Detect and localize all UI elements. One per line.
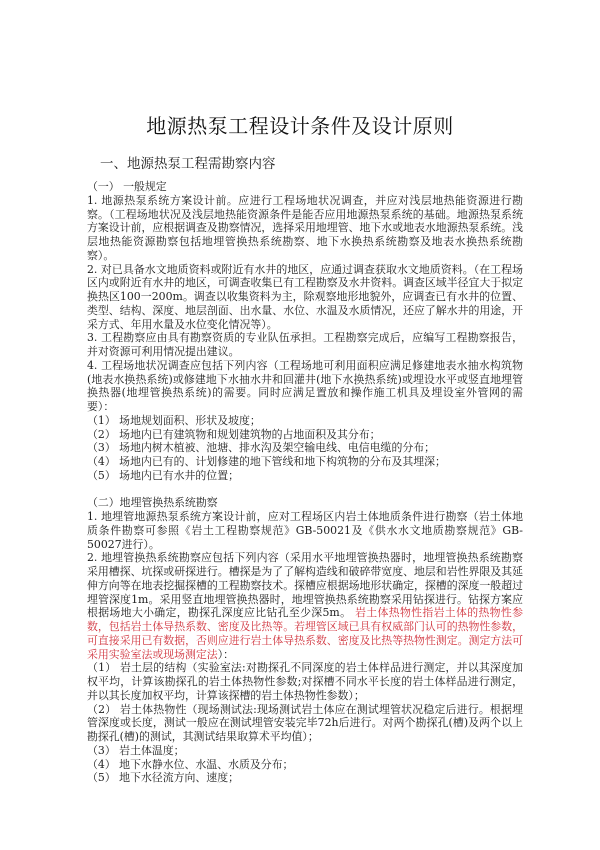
paragraph: 3. 工程勘察应由具有勘察资质的专业队伍承担。工程勘察完成后，应编写工程勘察报告，并对资源可利用情况提出建议。 [87,331,523,358]
list-item: （2） 岩土体热物性（现场测试法:现场测试岩土体应在测试埋管状况稳定后进行。根据埋管深度或长度，测试一般应在测试埋管安装完毕72h后进行。对两个勘探孔(槽)及两个以上勘探孔(槽)的测试，其测试结果取算术平均值）； [87,702,523,743]
subsection-heading-general: （一） 一般规定 [87,180,167,193]
list-item: （5） 场地内已有水井的位置； [87,468,239,482]
text: 2. 地埋管换热系统勘察应包括下列内容（采用水平地埋管换热器时，地埋管换热系统勘察采用槽探、坑探或研探进行。槽探是为了了解构造线和破碎带宽度、地层和岩性界限及其延伸方向等在地表挖掘探槽的工程勘察技术。探槽应根据场地形状确定，探槽的深度一般超过埋管深度1m。采用竖直地埋管换热器时，地埋管换热系统勘察采用钻探进行。钻探方案应根据场地大小确定，勘探孔深度应比钻孔至少深5m。 [87,551,523,620]
paragraph [87,551,523,661]
highlighted-text: 岩土体热物性指岩土体的热物性参数，包括岩土体导热系数、密度及比热等。若埋管区域已具有权威部门认可的热物性参数，可直接采用已有数据，否则应进行岩土体导热系数、密度及比热等热物性测定。测定方法可采用实验室法或现场测定法 [87,606,523,661]
list-item: （4） 地下水静水位、水温、水质及分布； [87,757,294,771]
list-item: （5） 地下水径流方向、速度； [87,771,239,785]
document-title: 地源热泵工程设计条件及设计原则 [146,114,454,138]
text: ）： [217,647,235,661]
list-item: （1） 场地规划面积、形状及坡度； [87,413,261,427]
list-item: （3） 场地内树木植被、池塘、排水沟及架空输电线、电信电缆的分布； [87,441,436,455]
spacer [87,483,523,497]
paragraph: 2. 对已具备水文地质资料或附近有水井的地区，应通过调查获取水文地质资料。（在工程场区内或附近有水井的地区，可调查收集已有工程勘察及水井资料。调查区域半径宜大于拟定换热区100一200m。调查以收集资料为主，除观察地形地貌外，应调查已有水井的位置、类型、结构、深度、地层剖面、出水量、水位、水温及水质情况，还应了解水井的用途，开采方式、年用水量及水位变化情况等）。 [87,262,523,331]
list-item: （1） 岩土层的结构（实验室法:对勘探孔不同深度的岩土体样品进行测定，并以其深度加权平均，计算该勘探孔的岩土体热物性参数;对探槽不同水平长度的岩土体样品进行测定，并以其长度加权平均，计算该探槽的岩土体热物性参数）； [87,661,523,702]
list-item: （2） 场地内已有建筑物和规划建筑物的占地面积及其分布； [87,427,381,441]
document-body [87,180,523,785]
list-item: （3） 岩土体温度； [87,743,185,757]
subsection-heading-ground-loop: （二）地埋管换热系统勘察 [87,496,218,510]
paragraph: 4. 工程场地状况调查应包括下列内容（工程场地可利用面积应满足修建地表水抽水构筑物(地表水换热系统)或修建地下水抽水井和回灌井(地下水换热系统)或埋设水平或竖直地埋管换热器(地埋管换热系统)的需要。同时应满足置放和操作施工机具及埋设室外管网的需要）： [87,358,523,413]
paragraph: 1. 地埋管地源热泵系统方案设计前，应对工程场区内岩土体地质条件进行勘察（岩土体地质条件勘察可参照《岩土工程勘察规范》GB-50021及《供水水文地质勘察规范》GB- 50027进行）。 [87,510,523,551]
section-heading: 一、地源热泵工程需勘察内容 [100,156,276,172]
paragraph: 1. 地源热泵系统方案设计前。应进行工程场地状况调查，并应对浅层地热能资源进行勘察。（工程场地状况及浅层地热能资源条件是能否应用地源热泵系统的基础。地源热泵系统方案设计前，应根据调查及勘察情况，选择采用地埋管、地下水或地表水地源热泵系统。浅层地热能资源勘察包括地埋管换热系统勘察、地下水换热系统勘察及地表水换热系统勘察）。 [87,193,523,262]
list-item: （4） 场地内已有的、计划修建的地下管线和地下构筑物的分布及其埋深； [87,455,446,468]
